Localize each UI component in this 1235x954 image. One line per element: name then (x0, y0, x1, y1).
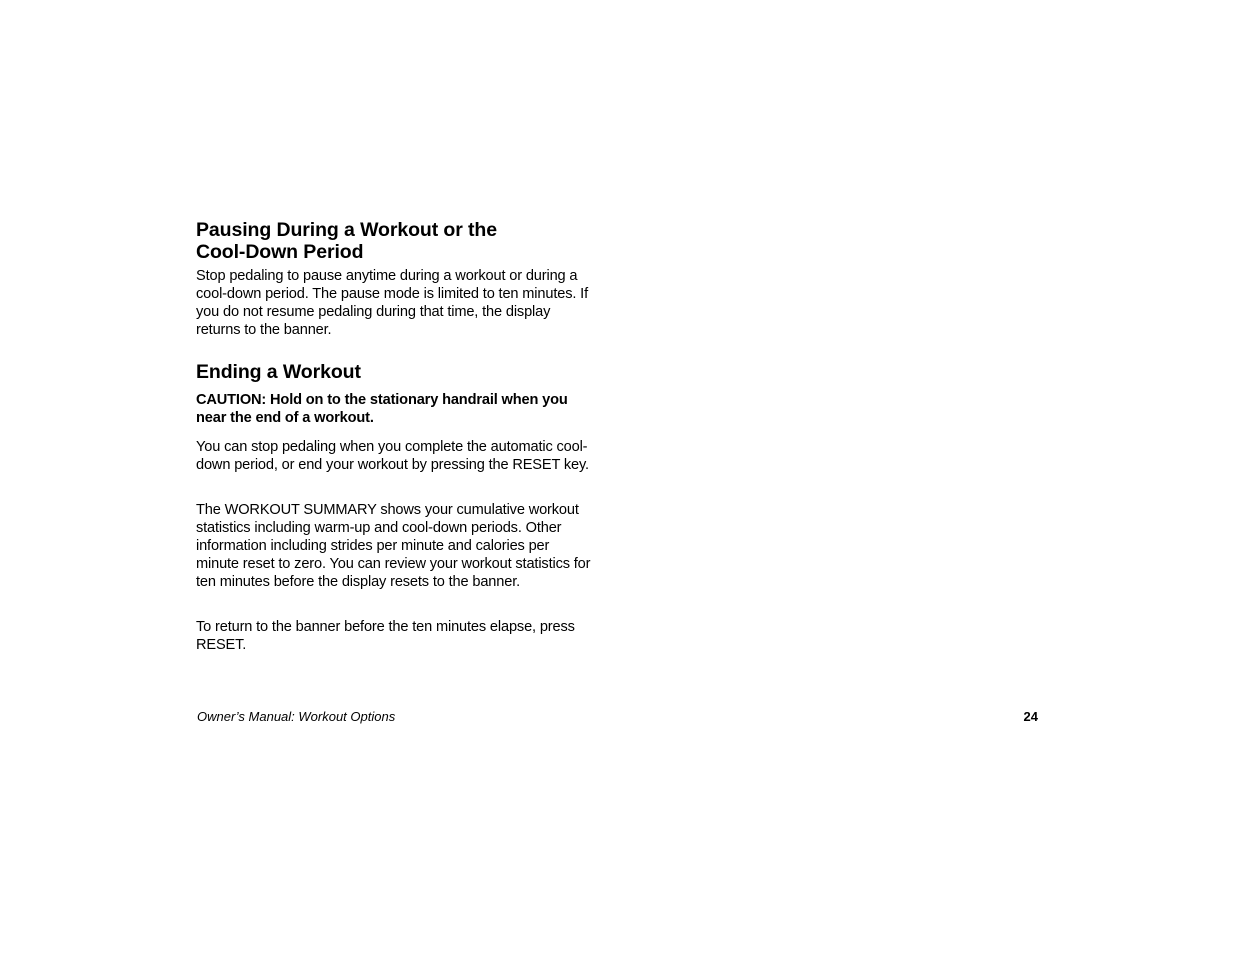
ending-heading: Ending a Workout (196, 361, 361, 383)
manual-page (196, 218, 1038, 738)
ending-paragraph-3: To return to the banner before the ten minutes elapse, press RESET. (196, 619, 575, 653)
page-number: 24 (1023, 709, 1038, 724)
pausing-heading-line2: Cool-Down Period (196, 241, 364, 263)
pausing-heading (196, 219, 596, 263)
pausing-paragraph: Stop pedaling to pause anytime during a workout or during a cool-down period. The pause mode is limited to ten minutes. If you do not resume pedaling during that time, the display returns to the banner. (196, 268, 588, 338)
footer-title: Owner’s Manual: Workout Options (197, 709, 396, 724)
ending-paragraph-2: The WORKOUT SUMMARY shows your cumulative workout statistics including warm-up and cool-down periods. Other information including strides per minute and calories per minute reset to zero. You can review your workout statistics for ten minutes before the display resets to the banner. (196, 502, 591, 590)
caution-paragraph: CAUTION: Hold on to the stationary handrail when you near the end of a workout. (196, 392, 568, 426)
pausing-heading-line1: Pausing During a Workout or the (196, 219, 497, 241)
ending-paragraph-1: You can stop pedaling when you complete the automatic cool-down period, or end your workout by pressing the RESET key. (196, 439, 589, 473)
